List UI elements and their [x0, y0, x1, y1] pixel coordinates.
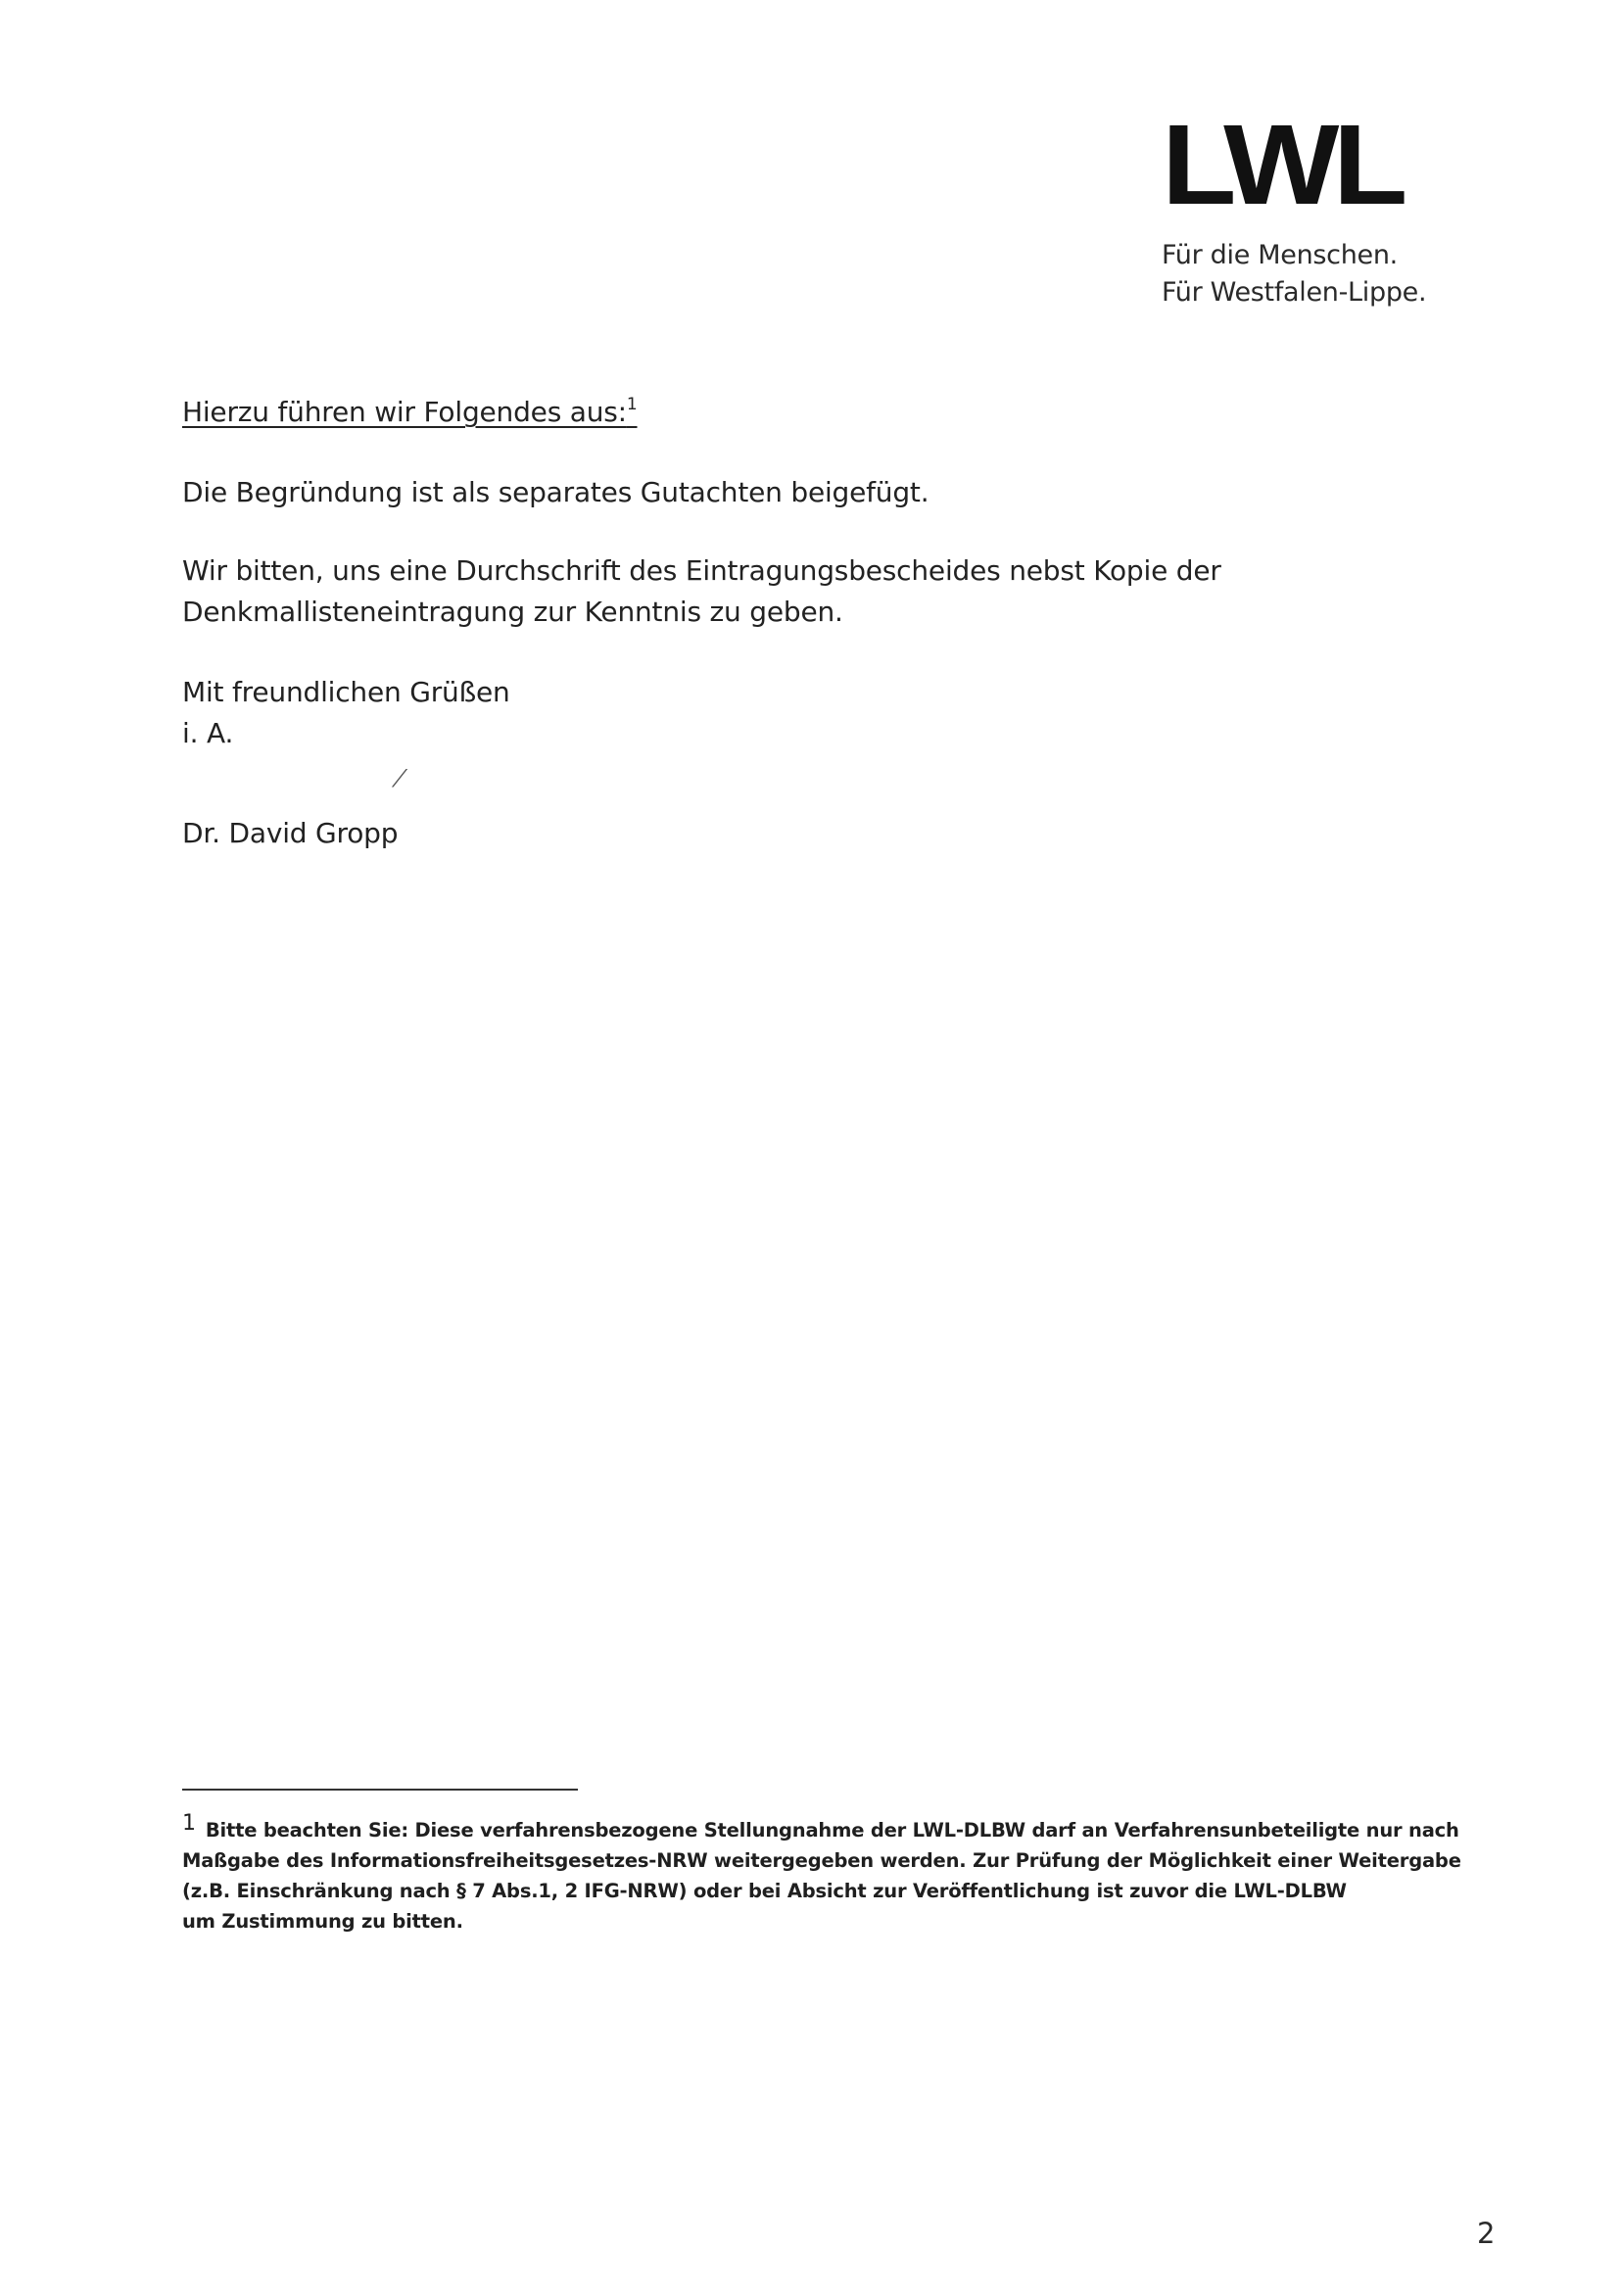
section-heading: [182, 392, 1260, 433]
section-heading-text: Hierzu führen wir Folgendes aus:: [182, 396, 627, 428]
on-behalf-abbreviation: i. A.: [182, 717, 234, 749]
footnote-line-2: Maßgabe des Informationsfreiheitsgesetzes-NRW weitergegeben werden. Zur Prüfung der Möglichkeit einer Weitergabe: [182, 1849, 1461, 1872]
paragraph-request-line-2: Denkmallisteneintragung zur Kenntnis zu geben.: [182, 596, 843, 628]
handwritten-signature-mark: ⁄: [398, 765, 402, 792]
letter-body: [182, 392, 1260, 854]
lwl-logo: [1162, 101, 1446, 311]
logo-tagline: [1162, 237, 1446, 311]
footnote-number: 1: [182, 1811, 196, 1836]
tagline-line-2: Für Westfalen-Lippe.: [1162, 277, 1427, 308]
tagline-line-1: Für die Menschen.: [1162, 240, 1398, 270]
signer-name: Dr. David Gropp: [182, 817, 399, 849]
footnote-line-4: um Zustimmung zu bitten.: [182, 1910, 463, 1933]
paragraph-reasoning: Die Begründung ist als separates Gutachten beigefügt.: [182, 476, 929, 508]
footnote-line-3: (z.B. Einschränkung nach § 7 Abs.1, 2 IFG-NRW) oder bei Absicht zur Veröffentlichung ist zuvor die LWL-DLBW: [182, 1880, 1347, 1902]
footnote: [182, 1808, 1461, 1937]
logo-wordmark: LWL: [1162, 101, 1402, 228]
footnote-reference: 1: [626, 395, 638, 414]
footnote-line-1: 1 Bitte beachten Sie: Diese verfahrensbezogene Stellungnahme der LWL-DLBW darf an Verfahrensunbeteiligte nur nach: [182, 1811, 1459, 1842]
footnote-divider: [182, 1789, 578, 1791]
closing-greeting: Mit freundlichen Grüßen: [182, 676, 510, 708]
page-number: 2: [1477, 2217, 1496, 2250]
paragraph-request-line-1: Wir bitten, uns eine Durchschrift des Eintragungsbescheides nebst Kopie der: [182, 554, 1221, 587]
